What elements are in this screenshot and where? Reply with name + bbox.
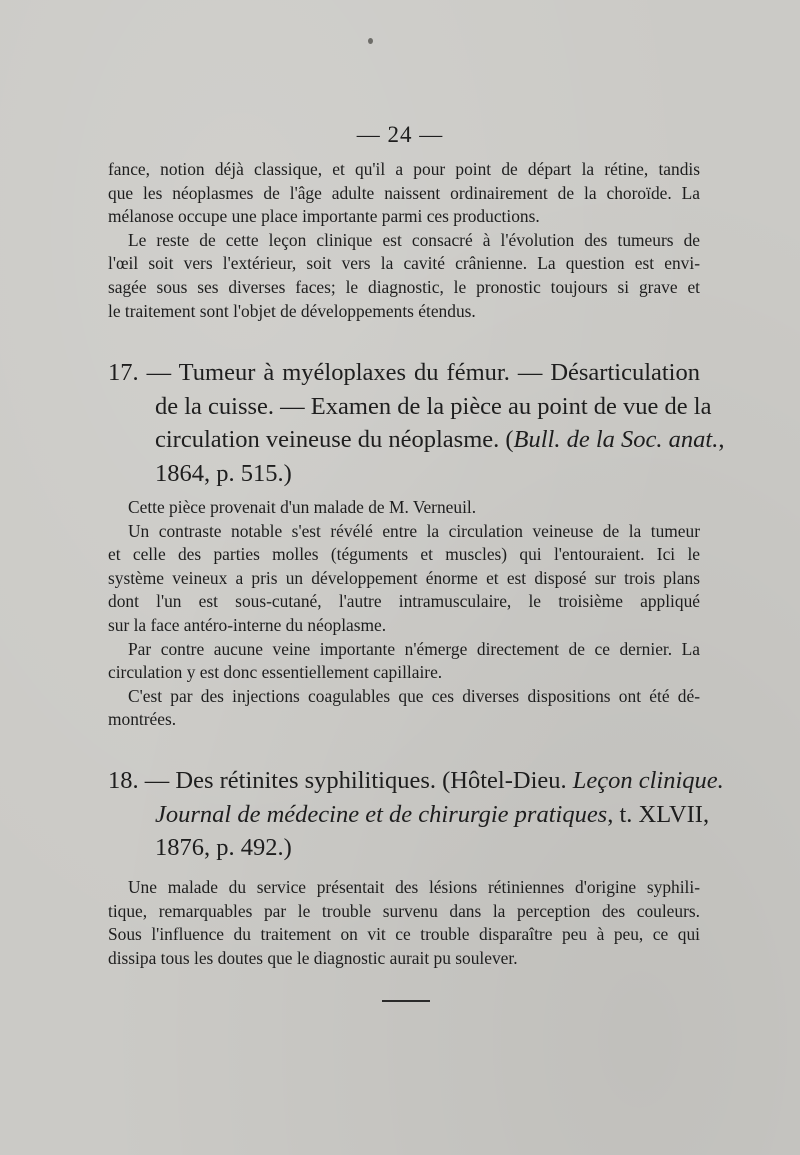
page-number: — 24 —: [356, 122, 444, 147]
citation-italic: Bull. de la Soc. anat.: [513, 426, 719, 453]
end-rule: [382, 1000, 430, 1002]
text-line: montrées.: [108, 709, 177, 730]
text-line: Par contre aucune veine importante n'émerge directement de ce dernier. La: [128, 638, 700, 659]
text-line: l'œil soit vers l'extérieur, soit vers la cavité crânienne. La question est envi-: [108, 253, 700, 274]
text-line: que les néoplasmes de l'âge adulte naissent ordinairement de la choroïde. La: [108, 182, 700, 203]
entry-17-heading: [108, 356, 725, 490]
text-line: tique, remarquables par le trouble survenu dans la perception des couleurs.: [108, 900, 700, 921]
text-line: mélanose occupe une place importante parmi ces productions.: [108, 206, 540, 227]
journal-title-italic: Journal de médecine et de chirurgie pratiques: [155, 800, 608, 828]
heading-line: [108, 764, 724, 798]
intro-paragraph: [108, 158, 700, 323]
text-line: système veineux a pris un développement énorme et est disposé sur trois plans: [108, 567, 700, 588]
heading-line: de la cuisse. — Examen de la pièce au point de vue de la: [155, 392, 712, 420]
entry-17-body: [108, 496, 700, 732]
heading-text: circulation veineuse du néoplasme. (: [155, 426, 514, 453]
text-line: circulation y est donc essentiellement capillaire.: [108, 662, 443, 683]
text-line: sagée sous ses diverses faces; le diagnostic, le pronostic toujours si grave et: [108, 276, 700, 297]
heading-line: 17. — Tumeur à myéloplaxes du fémur. — Désarticulation: [108, 359, 700, 386]
text-line: Sous l'influence du traitement on vit ce trouble disparaître peu à peu, ce qui: [108, 924, 700, 945]
heading-line: [108, 423, 725, 457]
heading-text: 18. — Des rétinites syphilitiques. (Hôtel-Dieu.: [108, 767, 573, 794]
text-line: dont l'un est sous-cutané, l'autre intramusculaire, le troisième appliqué: [108, 591, 700, 612]
text-line: Cette pièce provenait d'un malade de M. Verneuil.: [128, 497, 477, 517]
text-line: Le reste de cette leçon clinique est consacré à l'évolution des tumeurs de: [128, 229, 700, 250]
text-line: Une malade du service présentait des lésions rétiniennes d'origine syphili-: [128, 877, 700, 897]
heading-line: 1876, p. 492.): [155, 834, 292, 861]
heading-line: [108, 798, 710, 832]
text-line: Un contraste notable s'est révélé entre la circulation veineuse de la tumeur: [128, 520, 700, 541]
text-line: fance, notion déjà classique, et qu'il a pour point de départ la rétine, tandis: [108, 159, 700, 179]
ink-speck: [368, 38, 373, 44]
heading-text: ,: [718, 426, 725, 453]
text-line: sur la face antéro-interne du néoplasme.: [108, 614, 387, 635]
text-line: C'est par des injections coagulables que ces diverses dispositions ont été dé-: [128, 685, 700, 706]
heading-line: 1864, p. 515.): [155, 459, 292, 487]
heading-text: , t. XLVII,: [607, 800, 710, 828]
entry-18-heading: [108, 764, 724, 865]
text-line: le traitement sont l'objet de développements étendus.: [108, 300, 476, 321]
text-line: dissipa tous les doutes que le diagnostic aurait pu soulever.: [108, 947, 518, 968]
citation-italic: Leçon clinique.: [572, 767, 724, 794]
entry-18-body: [108, 876, 700, 970]
text-line: et celle des parties molles (téguments et muscles) qui l'entouraient. Ici le: [108, 544, 700, 565]
